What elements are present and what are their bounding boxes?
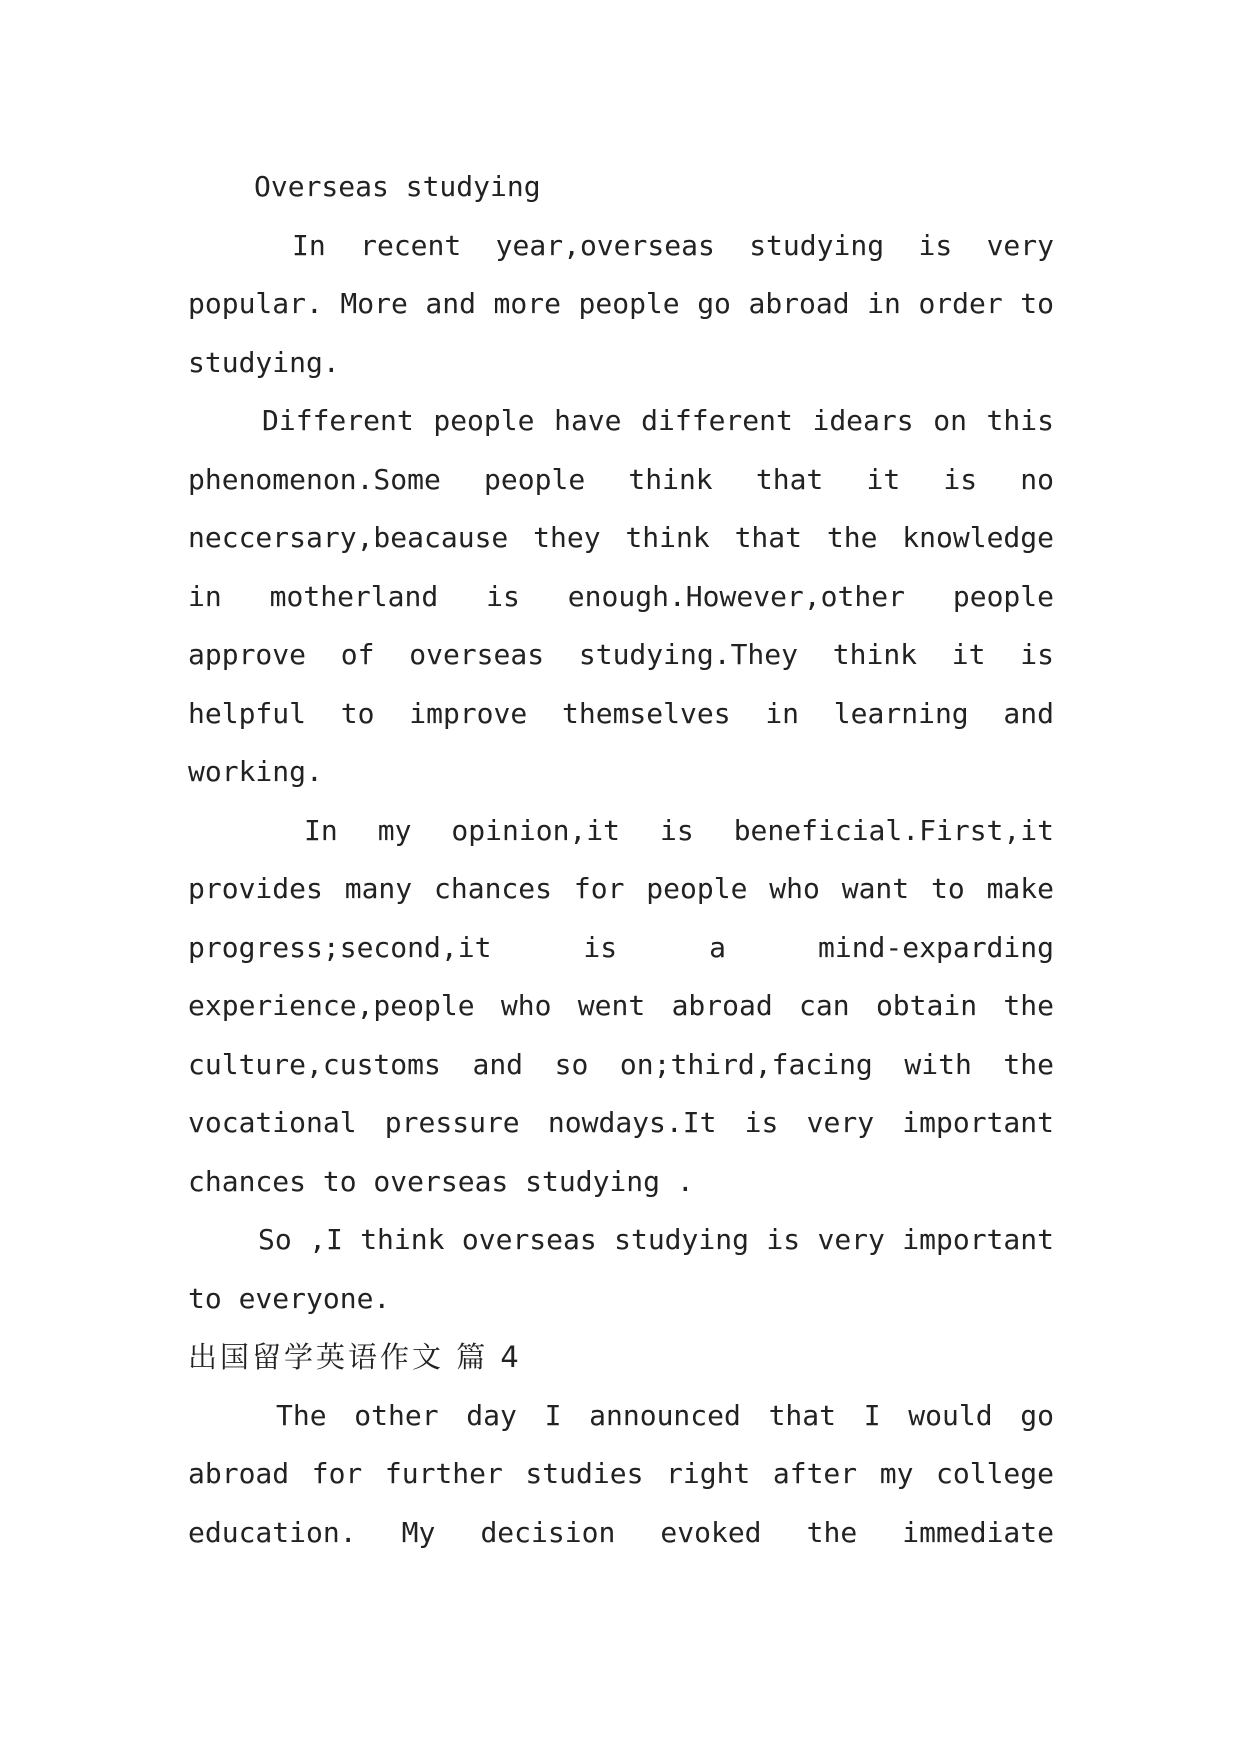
text-line: The other day I announced that I would go bbox=[276, 1398, 1054, 1432]
text-line: vocational pressure nowdays.It is very important bbox=[188, 1106, 1054, 1139]
text-line: approve of overseas studying.They think it is bbox=[188, 638, 1054, 671]
text-line: In my opinion,it is beneficial.First,it bbox=[304, 813, 1054, 847]
text-line: Different people have different idears on this bbox=[262, 404, 1054, 437]
text-line: experience,people who went abroad can obtain the bbox=[188, 989, 1054, 1022]
text-line: In recent year,overseas studying is very bbox=[292, 228, 1054, 262]
document-body bbox=[188, 158, 1054, 1562]
text-line: chances to overseas studying . bbox=[188, 1164, 694, 1198]
text-line: progress;second,it is a mind-exparding bbox=[188, 930, 1054, 964]
text-line: abroad for further studies right after my college bbox=[188, 1457, 1054, 1490]
text-line: neccersary,beacause they think that the knowledge bbox=[188, 521, 1054, 554]
text-line: popular. More and more people go abroad in order to bbox=[188, 287, 1054, 320]
section-heading: 出国留学英语作文 篇 4 bbox=[188, 1340, 522, 1374]
text-line: education. My decision evoked the immediate bbox=[188, 1515, 1054, 1549]
text-line: to everyone. bbox=[188, 1281, 391, 1315]
text-line: So ,I think overseas studying is very important bbox=[258, 1223, 1054, 1256]
text-line: in motherland is enough.However,other people bbox=[188, 579, 1054, 613]
text-line: working. bbox=[188, 755, 323, 788]
text-line: culture,customs and so on;third,facing with the bbox=[188, 1047, 1054, 1081]
text-line: phenomenon.Some people think that it is no bbox=[188, 462, 1054, 496]
text-line: studying. bbox=[188, 345, 340, 379]
text-line: provides many chances for people who want to make bbox=[188, 872, 1054, 905]
text-line: helpful to improve themselves in learning and bbox=[188, 696, 1054, 730]
text-line: Overseas studying bbox=[254, 170, 541, 203]
